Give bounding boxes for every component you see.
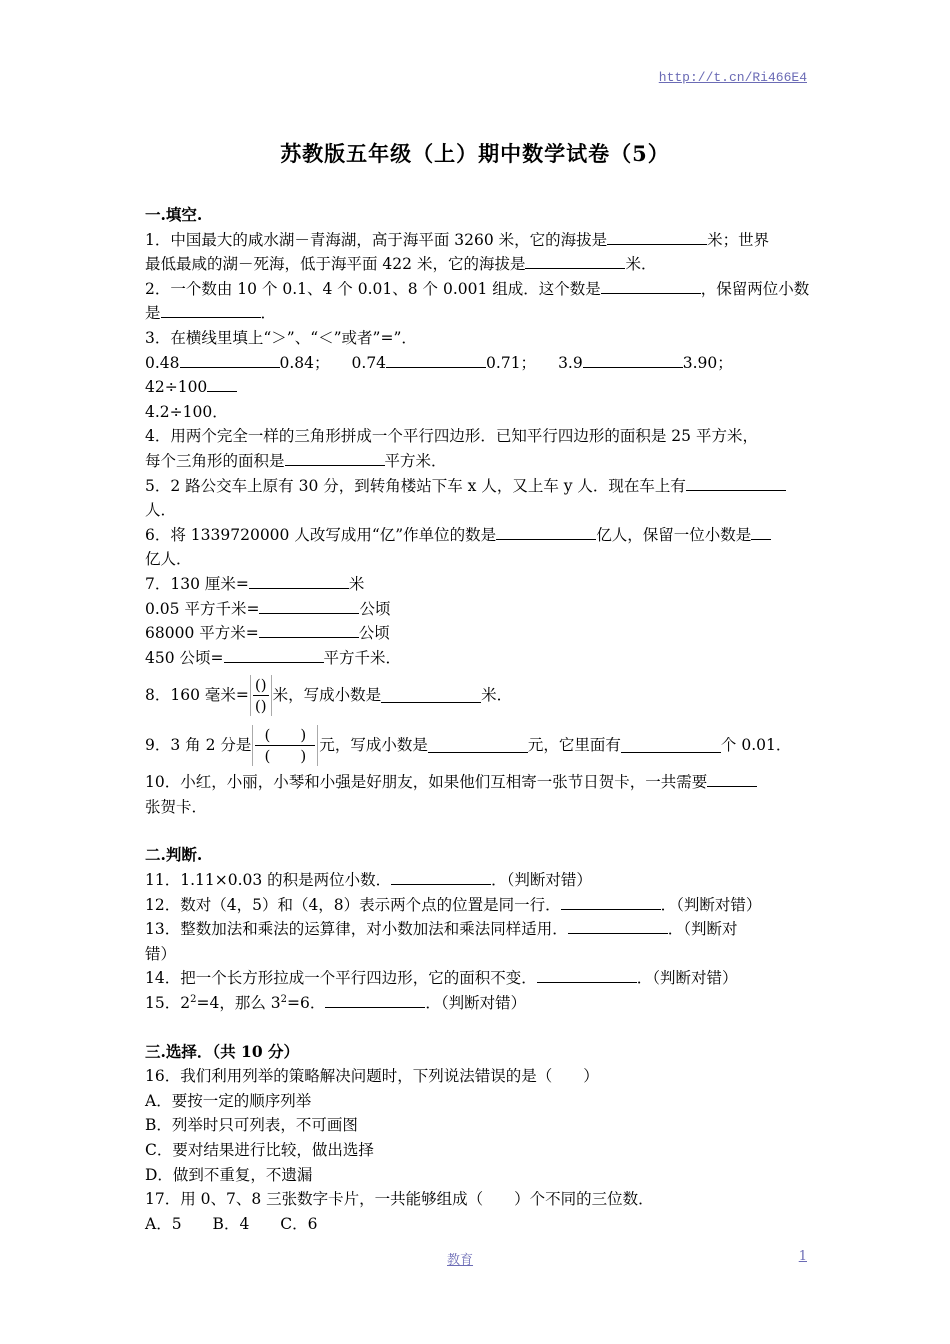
question-10 xyxy=(145,770,810,819)
q7-text-c: 0.05 平方千米= xyxy=(145,599,260,618)
fraction xyxy=(252,725,318,766)
q9-text-b: 元，写成小数是 xyxy=(319,735,428,754)
question-17-options: A．5 B．4 C．6 xyxy=(145,1214,318,1233)
answer-blank xyxy=(496,524,596,540)
q2-text-d: ． xyxy=(260,304,277,323)
question-12 xyxy=(145,893,810,918)
q10-text-b: 张贺卡． xyxy=(145,797,208,816)
q12-text-b: ．（判断对错） xyxy=(660,895,762,914)
question-1 xyxy=(145,228,810,277)
answer-blank xyxy=(381,687,481,703)
fraction-denominator: () xyxy=(254,696,267,715)
answer-blank xyxy=(161,302,261,318)
q13-text-c: 错） xyxy=(145,944,177,963)
q3-d: 0.71； xyxy=(486,353,537,372)
q1-text-b: 米；世界 xyxy=(707,230,770,249)
q14-text-a: 14．把一个长方形拉成一个平行四边形，它的面积不变． xyxy=(145,969,537,988)
q3-e: 3.9 xyxy=(558,353,583,372)
question-9 xyxy=(145,720,810,770)
answer-blank xyxy=(249,573,349,589)
question-7 xyxy=(145,572,810,670)
q15-text-c: =6． xyxy=(286,994,326,1013)
answer-blank xyxy=(686,475,786,491)
fraction-numerator: () xyxy=(254,675,267,694)
q3-b: 0.84； xyxy=(279,353,330,372)
answer-blank xyxy=(325,992,425,1008)
q10-text-a: 10．小红，小丽，小琴和小强是好朋友，如果他们互相寄一张节日贺卡，一共需要 xyxy=(145,773,708,792)
question-17: 17．用 0、7、8 三张数字卡片，一共能够组成（ ）个不同的三位数． xyxy=(145,1190,654,1209)
q3-a: 0.48 xyxy=(145,353,180,372)
q3-g: 42÷100 xyxy=(145,378,208,397)
q3-f: 3.90； xyxy=(682,353,733,372)
option-c: C．要对结果进行比较，做出选择 xyxy=(145,1141,374,1159)
answer-blank xyxy=(751,524,771,540)
answer-blank xyxy=(537,967,637,983)
answer-blank xyxy=(561,894,661,910)
question-8 xyxy=(145,670,810,720)
question-11 xyxy=(145,868,810,893)
q15-text-d: ．（判断对错） xyxy=(425,994,527,1013)
exponent: 2 xyxy=(190,993,197,1005)
q15-text-a: 15．2 xyxy=(145,994,191,1013)
section-2-heading: 二.判断. xyxy=(145,845,203,865)
answer-blank xyxy=(180,352,280,368)
q1-text-a: 1．中国最大的咸水湖－青海湖，高于海平面 3260 米，它的海拔是 xyxy=(145,230,608,249)
q9-text-a: 9．3 角 2 分是 xyxy=(145,735,252,754)
q5-text-b: 人． xyxy=(145,501,177,520)
q1-text-d: 米． xyxy=(625,255,657,274)
q7-text-h: 平方千米． xyxy=(323,648,402,667)
option-b: B．列举时只可列表，不可画图 xyxy=(145,1116,358,1135)
page-title: 苏教版五年级（上）期中数学试卷（5） xyxy=(280,141,670,166)
q6-text-a: 6．将 1339720000 人改写成用“亿”作单位的数是 xyxy=(145,525,497,544)
q4-text-b: 每个三角形的面积是 xyxy=(145,451,285,470)
answer-blank xyxy=(525,253,625,269)
answer-blank xyxy=(621,737,721,753)
footer-link[interactable]: 教育 xyxy=(447,1253,474,1268)
question-6 xyxy=(145,523,810,572)
question-5 xyxy=(145,474,810,523)
option-d: D．做到不重复，不遗漏 xyxy=(145,1165,313,1184)
page-number: 1 xyxy=(798,1249,807,1264)
answer-blank xyxy=(386,352,486,368)
question-15 xyxy=(145,991,810,1016)
q8-text-a: 8．160 毫米= xyxy=(145,685,249,704)
answer-blank xyxy=(601,278,701,294)
q7-text-g: 450 公顷= xyxy=(145,648,224,667)
answer-blank xyxy=(428,737,528,753)
question-16: 16．我们利用列举的策略解决问题时，下列说法错误的是（ ） xyxy=(145,1067,599,1086)
option-a: A．要按一定的顺序列举 xyxy=(145,1091,312,1110)
question-4 xyxy=(145,424,810,473)
q13-text-a: 13．整数加法和乘法的运算律，对小数加法和乘法同样适用． xyxy=(145,920,568,939)
q1-text-c: 最低最咸的湖－死海，低于海平面 422 米，它的海拔是 xyxy=(145,255,526,274)
q5-text-a: 5．2 路公交车上原有 30 分，到转角楼站下车 x 人，又上车 y 人．现在车上有 xyxy=(145,476,686,495)
answer-blank xyxy=(285,450,385,466)
q9-text-c: 元，它里面有 xyxy=(527,735,621,754)
q3-h: 4.2÷100． xyxy=(145,402,228,421)
q14-text-b: ．（判断对错） xyxy=(636,969,738,988)
answer-blank xyxy=(207,376,237,392)
q7-text-d: 公顷 xyxy=(359,599,391,618)
question-14 xyxy=(145,966,810,991)
question-2 xyxy=(145,277,810,326)
question-13 xyxy=(145,917,810,966)
answer-blank xyxy=(391,869,491,885)
q7-text-f: 公顷 xyxy=(358,624,390,643)
answer-blank xyxy=(568,918,668,934)
q4-text-c: 平方米． xyxy=(384,451,447,470)
answer-blank xyxy=(583,352,683,368)
q15-text-b: =4，那么 3 xyxy=(196,994,281,1013)
q3-c: 0.74 xyxy=(351,353,387,372)
q12-text-a: 12．数对（4，5）和（4，8）表示两个点的位置是同一行． xyxy=(145,895,561,914)
q4-text-a: 4．用两个完全一样的三角形拼成一个平行四边形．已知平行四边形的面积是 25 平方米， xyxy=(145,427,758,446)
answer-blank xyxy=(259,598,359,614)
fraction-denominator: ( ) xyxy=(264,746,307,765)
answer-blank xyxy=(707,771,757,787)
q7-text-a: 7．130 厘米= xyxy=(145,574,249,593)
q7-text-b: 米 xyxy=(348,574,365,593)
fraction-numerator: ( ) xyxy=(255,725,315,746)
q3-text: 3．在横线里填上“＞”、“＜”或者”=”． xyxy=(145,328,417,347)
q13-text-b: ．（判断对 xyxy=(667,920,738,939)
q11-text-a: 11．1.11×0.03 的积是两位小数． xyxy=(145,871,392,890)
answer-blank xyxy=(224,647,324,663)
q9-text-d: 个 0.01． xyxy=(720,735,792,754)
section-3-heading: 三.选择．（共 10 分） xyxy=(145,1041,300,1061)
exponent: 2 xyxy=(280,993,287,1005)
q11-text-b: ．（判断对错） xyxy=(491,871,592,890)
q7-text-e: 68000 平方米= xyxy=(145,624,259,643)
q2-text-c: 是 xyxy=(145,304,161,323)
section-1-heading: 一.填空. xyxy=(145,205,203,224)
exam-content xyxy=(145,203,810,1236)
answer-blank xyxy=(259,622,359,638)
q8-text-b: 米，写成小数是 xyxy=(272,685,382,704)
q6-text-b: 亿人，保留一位小数是 xyxy=(596,525,752,544)
answer-blank xyxy=(607,229,707,245)
q6-text-c: 亿人． xyxy=(145,550,192,569)
q8-text-c: 米． xyxy=(481,685,513,704)
q2-text-a: 2．一个数由 10 个 0.1、4 个 0.01、8 个 0.001 组成．这个数是 xyxy=(145,279,601,298)
header-link[interactable]: http://t.cn/Ri466E4 xyxy=(658,70,807,85)
question-3 xyxy=(145,326,810,424)
q2-text-b: ，保留两位小数 xyxy=(700,279,810,298)
fraction xyxy=(250,675,272,716)
